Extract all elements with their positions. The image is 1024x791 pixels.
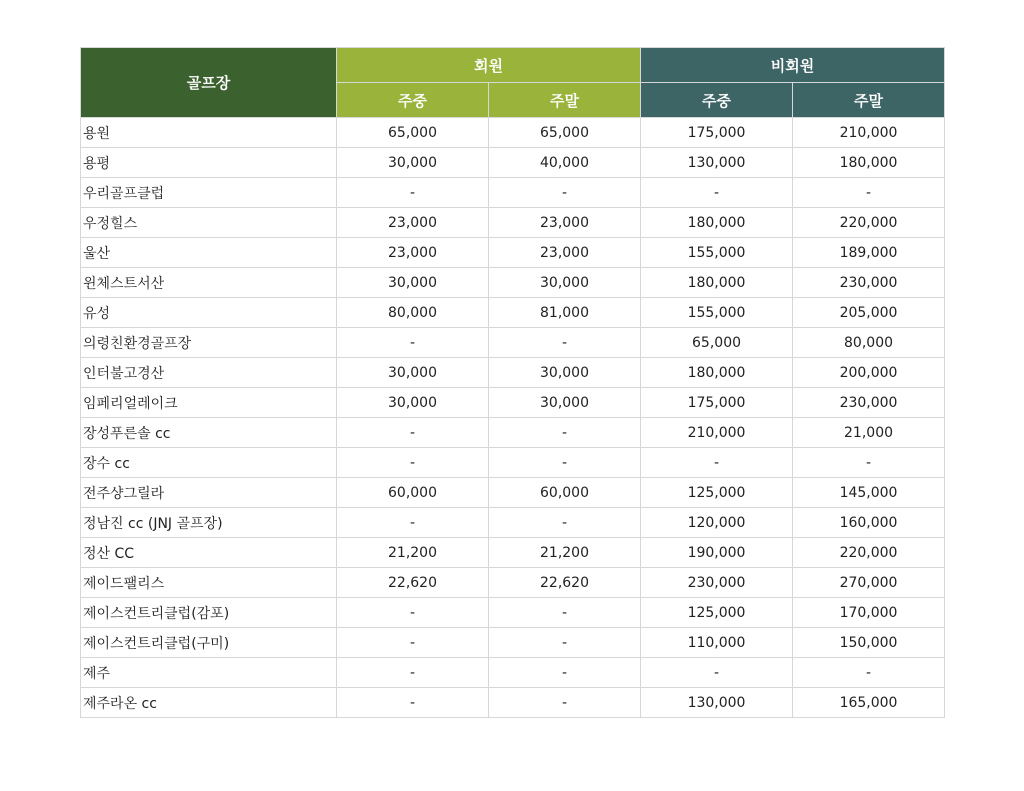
member-weekday-cell: 23,000 xyxy=(337,208,489,238)
course-name-cell: 전주샹그릴라 xyxy=(81,478,337,508)
table-row xyxy=(81,298,945,328)
member-weekday-cell: 30,000 xyxy=(337,148,489,178)
table-row xyxy=(81,208,945,238)
nonmember-weekend-cell: 205,000 xyxy=(793,298,945,328)
table-row xyxy=(81,268,945,298)
nonmember-weekday-cell: 65,000 xyxy=(641,328,793,358)
nonmember-weekday-cell: - xyxy=(641,658,793,688)
member-weekend-cell: - xyxy=(489,508,641,538)
table-row xyxy=(81,478,945,508)
member-weekend-cell: - xyxy=(489,658,641,688)
member-weekday-cell: - xyxy=(337,418,489,448)
nonmember-weekend-cell: 230,000 xyxy=(793,388,945,418)
nonmember-weekday-cell: 230,000 xyxy=(641,568,793,598)
table-row xyxy=(81,448,945,478)
course-name-cell: 윈체스트서산 xyxy=(81,268,337,298)
member-weekday-cell: 80,000 xyxy=(337,298,489,328)
member-weekday-cell: - xyxy=(337,508,489,538)
table-row xyxy=(81,508,945,538)
course-name-cell: 제이스컨트리클럽(구미) xyxy=(81,628,337,658)
course-name-cell: 정산 CC xyxy=(81,538,337,568)
table-body xyxy=(81,118,945,718)
nonmember-weekend-cell: 189,000 xyxy=(793,238,945,268)
nonmember-weekend-cell: 200,000 xyxy=(793,358,945,388)
nonmember-weekday-cell: - xyxy=(641,178,793,208)
member-weekday-cell: - xyxy=(337,328,489,358)
nonmember-weekend-cell: 230,000 xyxy=(793,268,945,298)
member-weekend-cell: - xyxy=(489,688,641,718)
nonmember-weekend-cell: 150,000 xyxy=(793,628,945,658)
table-row xyxy=(81,598,945,628)
nonmember-weekday-cell: 110,000 xyxy=(641,628,793,658)
member-weekend-cell: 40,000 xyxy=(489,148,641,178)
member-weekend-cell: 23,000 xyxy=(489,238,641,268)
course-name-cell: 울산 xyxy=(81,238,337,268)
course-name-cell: 우리골프클럽 xyxy=(81,178,337,208)
course-name-cell: 제주 xyxy=(81,658,337,688)
nonmember-weekday-cell: 175,000 xyxy=(641,388,793,418)
course-name-cell: 인터불고경산 xyxy=(81,358,337,388)
nonmember-weekday-cell: 130,000 xyxy=(641,148,793,178)
nonmember-weekend-cell: 165,000 xyxy=(793,688,945,718)
header-nonmember-weekday: 주중 xyxy=(641,83,793,118)
nonmember-weekend-cell: 180,000 xyxy=(793,148,945,178)
nonmember-weekday-cell: 155,000 xyxy=(641,298,793,328)
nonmember-weekday-cell: 155,000 xyxy=(641,238,793,268)
nonmember-weekday-cell: - xyxy=(641,448,793,478)
course-name-cell: 장성푸른솔 cc xyxy=(81,418,337,448)
nonmember-weekday-cell: 120,000 xyxy=(641,508,793,538)
member-weekday-cell: - xyxy=(337,598,489,628)
nonmember-weekend-cell: 160,000 xyxy=(793,508,945,538)
nonmember-weekend-cell: 80,000 xyxy=(793,328,945,358)
member-weekday-cell: 30,000 xyxy=(337,268,489,298)
member-weekend-cell: - xyxy=(489,178,641,208)
member-weekday-cell: - xyxy=(337,658,489,688)
course-name-cell: 장수 cc xyxy=(81,448,337,478)
table-row xyxy=(81,628,945,658)
member-weekend-cell: - xyxy=(489,598,641,628)
table-row xyxy=(81,328,945,358)
member-weekday-cell: 22,620 xyxy=(337,568,489,598)
golf-fee-table xyxy=(80,47,945,718)
course-name-cell: 의령친환경골프장 xyxy=(81,328,337,358)
course-name-cell: 임페리얼레이크 xyxy=(81,388,337,418)
table-header xyxy=(81,48,945,118)
nonmember-weekend-cell: 210,000 xyxy=(793,118,945,148)
nonmember-weekend-cell: 270,000 xyxy=(793,568,945,598)
member-weekday-cell: - xyxy=(337,688,489,718)
member-weekend-cell: 60,000 xyxy=(489,478,641,508)
table-row xyxy=(81,688,945,718)
member-weekend-cell: - xyxy=(489,418,641,448)
course-name-cell: 제주라온 cc xyxy=(81,688,337,718)
table-row xyxy=(81,538,945,568)
member-weekday-cell: - xyxy=(337,448,489,478)
table-row xyxy=(81,148,945,178)
member-weekend-cell: 30,000 xyxy=(489,388,641,418)
nonmember-weekend-cell: 170,000 xyxy=(793,598,945,628)
course-name-cell: 우정힐스 xyxy=(81,208,337,238)
nonmember-weekend-cell: - xyxy=(793,178,945,208)
member-weekend-cell: - xyxy=(489,448,641,478)
member-weekday-cell: - xyxy=(337,178,489,208)
member-weekend-cell: 65,000 xyxy=(489,118,641,148)
member-weekday-cell: 23,000 xyxy=(337,238,489,268)
nonmember-weekend-cell: 21,000 xyxy=(793,418,945,448)
member-weekday-cell: - xyxy=(337,628,489,658)
table-row xyxy=(81,418,945,448)
course-name-cell: 제이드팰리스 xyxy=(81,568,337,598)
member-weekend-cell: 81,000 xyxy=(489,298,641,328)
header-nonmember-weekend: 주말 xyxy=(793,83,945,118)
member-weekend-cell: 21,200 xyxy=(489,538,641,568)
course-name-cell: 용원 xyxy=(81,118,337,148)
table-row xyxy=(81,568,945,598)
course-name-cell: 유성 xyxy=(81,298,337,328)
course-name-cell: 용평 xyxy=(81,148,337,178)
header-member-weekend: 주말 xyxy=(489,83,641,118)
header-course: 골프장 xyxy=(81,48,337,118)
member-weekday-cell: 60,000 xyxy=(337,478,489,508)
nonmember-weekday-cell: 125,000 xyxy=(641,598,793,628)
course-name-cell: 정남진 cc (JNJ 골프장) xyxy=(81,508,337,538)
nonmember-weekday-cell: 180,000 xyxy=(641,268,793,298)
table-row xyxy=(81,388,945,418)
nonmember-weekday-cell: 210,000 xyxy=(641,418,793,448)
member-weekend-cell: 23,000 xyxy=(489,208,641,238)
nonmember-weekday-cell: 130,000 xyxy=(641,688,793,718)
nonmember-weekday-cell: 125,000 xyxy=(641,478,793,508)
header-member: 회원 xyxy=(337,48,641,83)
nonmember-weekday-cell: 180,000 xyxy=(641,358,793,388)
table-row xyxy=(81,178,945,208)
member-weekend-cell: 22,620 xyxy=(489,568,641,598)
nonmember-weekend-cell: - xyxy=(793,448,945,478)
header-member-weekday: 주중 xyxy=(337,83,489,118)
nonmember-weekday-cell: 175,000 xyxy=(641,118,793,148)
member-weekday-cell: 21,200 xyxy=(337,538,489,568)
nonmember-weekday-cell: 190,000 xyxy=(641,538,793,568)
member-weekday-cell: 65,000 xyxy=(337,118,489,148)
nonmember-weekend-cell: 145,000 xyxy=(793,478,945,508)
header-nonmember: 비회원 xyxy=(641,48,945,83)
nonmember-weekend-cell: 220,000 xyxy=(793,208,945,238)
member-weekend-cell: 30,000 xyxy=(489,268,641,298)
table-row xyxy=(81,358,945,388)
table-row xyxy=(81,238,945,268)
nonmember-weekend-cell: 220,000 xyxy=(793,538,945,568)
table-row xyxy=(81,118,945,148)
nonmember-weekend-cell: - xyxy=(793,658,945,688)
member-weekend-cell: 30,000 xyxy=(489,358,641,388)
member-weekend-cell: - xyxy=(489,328,641,358)
member-weekday-cell: 30,000 xyxy=(337,358,489,388)
course-name-cell: 제이스컨트리클럽(감포) xyxy=(81,598,337,628)
nonmember-weekday-cell: 180,000 xyxy=(641,208,793,238)
table-row xyxy=(81,658,945,688)
member-weekend-cell: - xyxy=(489,628,641,658)
member-weekday-cell: 30,000 xyxy=(337,388,489,418)
